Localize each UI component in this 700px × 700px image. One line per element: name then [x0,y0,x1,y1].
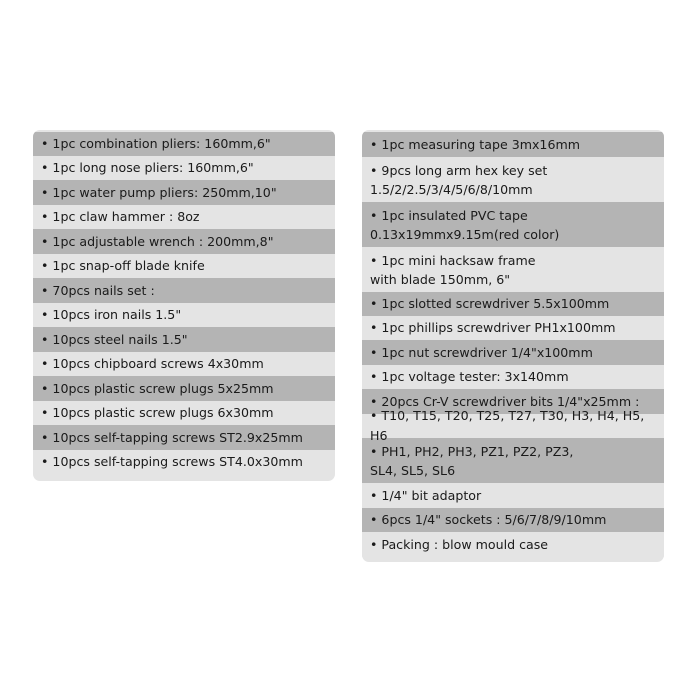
item-text: • 1pc snap-off blade knife [41,258,205,273]
list-item [362,340,664,365]
list-item [362,247,664,292]
list-item [33,205,335,229]
item-text: • 1pc voltage tester: 3x140mm [370,369,569,384]
list-item [362,532,664,557]
list-item [33,132,335,156]
item-text: • Packing : blow mould case [370,536,549,552]
item-text: • 10pcs plastic screw plugs 6x30mm [41,405,274,420]
item-text: • PH1, PH2, PH3, PZ1, PZ2, PZ3, SL4, SL5, SL6 [370,443,574,478]
item-text: • 1pc mini hacksaw frame with blade 150mm, 6" [370,252,536,287]
list-item [33,303,335,327]
list-item [362,408,664,443]
right-spec-panel [362,130,664,562]
list-item [33,278,335,303]
list-item [362,316,664,340]
list-item [33,450,335,474]
list-item [33,229,335,254]
list-item [33,376,335,401]
item-text: • 1pc combination pliers: 160mm,6" [41,136,271,151]
item-text: • 1pc long nose pliers: 160mm,6" [41,160,254,175]
item-text: • 10pcs self-tapping screws ST2.9x25mm [41,429,303,445]
list-item [362,365,664,389]
list-item [362,483,664,508]
list-item [362,508,664,532]
list-item [33,180,335,205]
item-text: • 1pc claw hammer : 8oz [41,209,200,224]
item-text: • 20pcs Cr-V screwdriver bits 1/4"x25mm : [370,393,640,409]
item-text: • 10pcs steel nails 1.5" [41,331,188,347]
list-item [362,132,664,157]
list-item [33,254,335,278]
list-item [362,292,664,316]
left-spec-panel [33,130,335,481]
item-text: • T10, T15, T20, T25, T27, T30, H3, H4, H5, H6 [370,408,645,443]
list-item [33,401,335,425]
list-item [33,327,335,352]
item-text: • 1pc insulated PVC tape 0.13x19mmx9.15m(red color) [370,207,560,242]
item-text: • 1pc measuring tape 3mx16mm [370,136,580,152]
item-text: • 1pc nut screwdriver 1/4"x100mm [370,344,593,360]
item-text: • 10pcs iron nails 1.5" [41,307,182,322]
list-item [33,156,335,180]
list-item [33,352,335,376]
item-text: • 1pc slotted screwdriver 5.5x100mm [370,296,610,311]
item-text: • 10pcs self-tapping screws ST4.0x30mm [41,454,303,469]
item-text: • 1pc phillips screwdriver PH1x100mm [370,320,616,335]
list-item [362,157,664,202]
item-text: • 1pc water pump pliers: 250mm,10" [41,184,277,200]
item-text: • 10pcs plastic screw plugs 5x25mm [41,380,274,396]
item-text: • 6pcs 1/4" sockets : 5/6/7/8/9/10mm [370,512,607,527]
list-item [362,202,664,247]
item-text: • 1/4" bit adaptor [370,487,482,503]
item-text: • 9pcs long arm hex key set 1.5/2/2.5/3/4/5/6/8/10mm [370,162,548,197]
item-text: • 10pcs chipboard screws 4x30mm [41,356,264,371]
list-item [33,425,335,450]
item-text: • 1pc adjustable wrench : 200mm,8" [41,233,274,249]
item-text: • 70pcs nails set : [41,282,155,298]
